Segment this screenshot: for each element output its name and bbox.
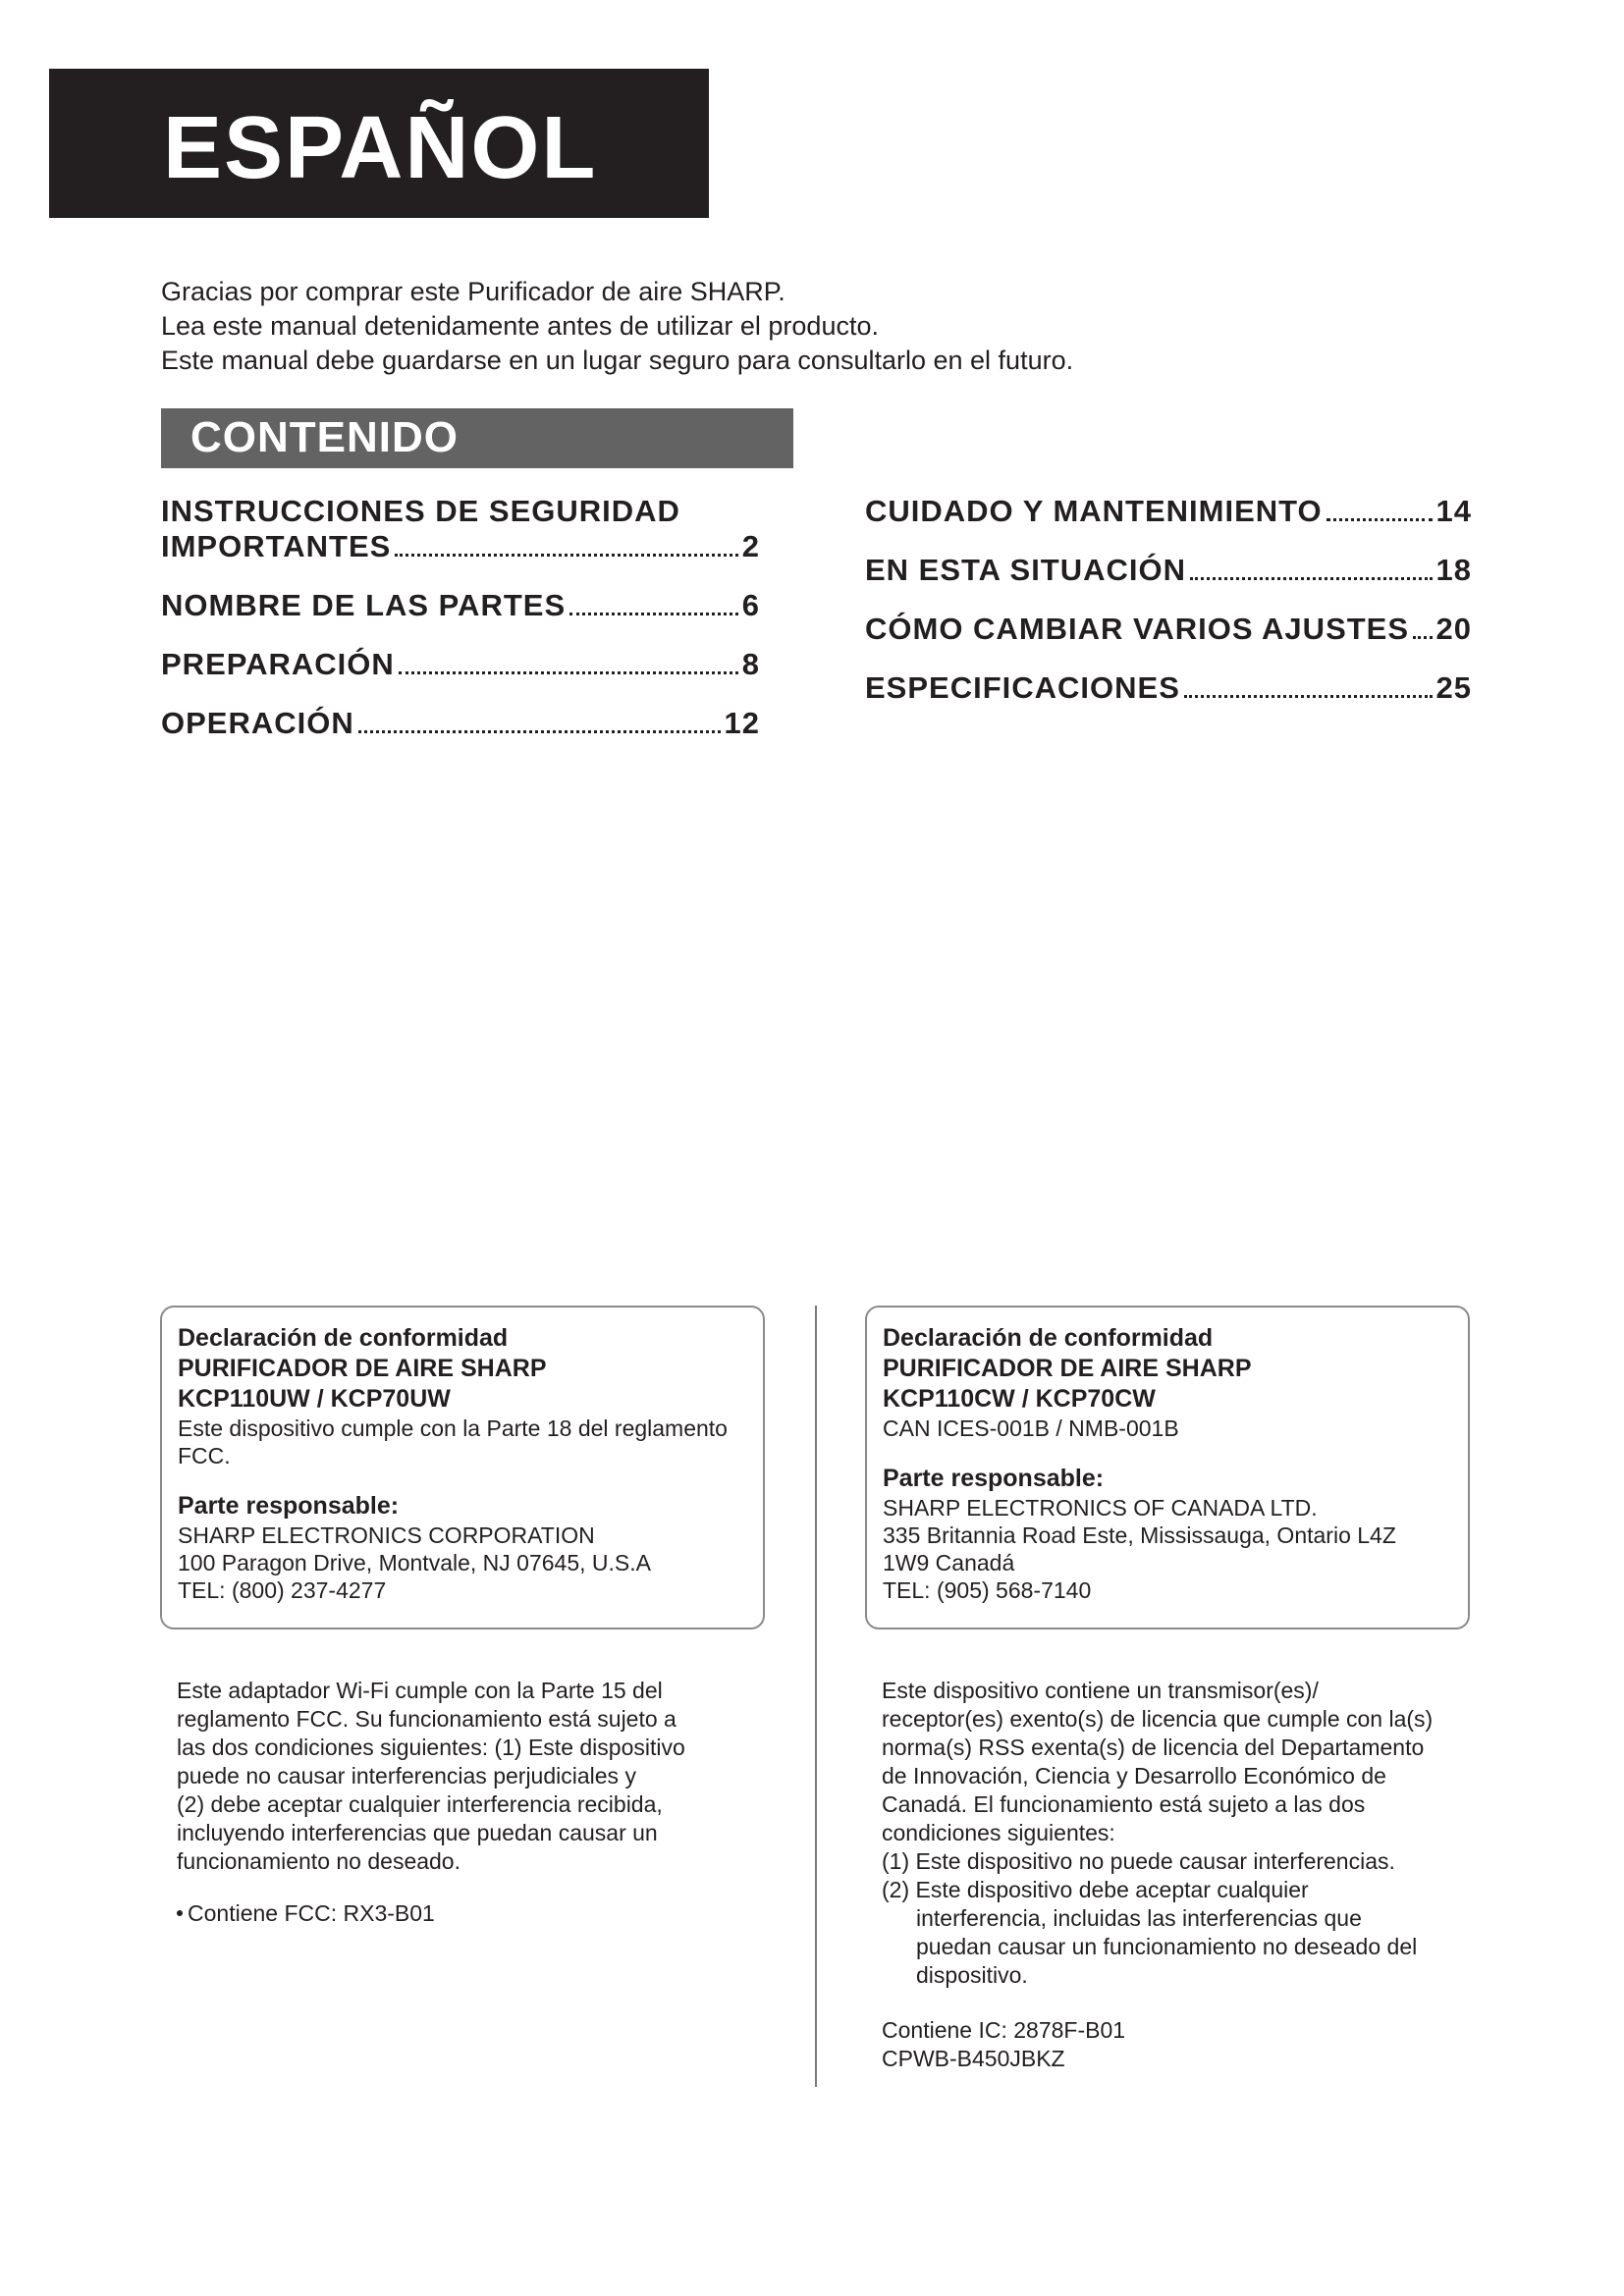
notice-line: puedan causar un funcionamiento no deseado del xyxy=(916,1934,1418,1959)
fcc-id-item xyxy=(177,1899,746,1928)
toc-page-number: 2 xyxy=(741,529,760,563)
notice-line: (2) debe aceptar cualquier interferencia recibida, xyxy=(177,1791,663,1817)
us-conformity-box xyxy=(160,1306,765,1629)
toc-entry[interactable] xyxy=(161,647,760,682)
toc-entry[interactable] xyxy=(161,588,760,623)
intro-line: Lea este manual detenidamente antes de utilizar el producto. xyxy=(161,311,879,341)
notice-line: Canadá. El funcionamiento está sujeto a las dos xyxy=(882,1791,1366,1817)
notice-line: Este dispositivo contiene un transmisor(es)/ xyxy=(882,1678,1319,1703)
fcc-notice xyxy=(177,1677,746,1928)
toc-entry-label: IMPORTANTES xyxy=(161,529,392,563)
toc-entry[interactable] xyxy=(865,670,1472,706)
toc-left-column xyxy=(161,494,760,765)
toc-entry-label: OPERACIÓN xyxy=(161,706,354,740)
toc-page-number: 25 xyxy=(1435,670,1472,705)
notice-line: de Innovación, Ciencia y Desarrollo Económico de xyxy=(882,1763,1386,1789)
intro-line: Este manual debe guardarse en un lugar seguro para consultarlo en el futuro. xyxy=(161,346,1074,375)
toc-page-number: 14 xyxy=(1435,494,1472,528)
toc-entry[interactable] xyxy=(865,553,1472,588)
language-banner xyxy=(49,69,709,218)
toc-entry-label-line1: INSTRUCCIONES DE SEGURIDAD xyxy=(161,494,680,528)
notice-line: interferencia, incluidas las interferencias que xyxy=(916,1905,1362,1931)
toc-dot-leader xyxy=(395,554,737,557)
box-product: PURIFICADOR DE AIRE SHARP xyxy=(178,1355,547,1382)
company-phone: TEL: (905) 568-7140 xyxy=(883,1577,1092,1603)
toc-entry[interactable] xyxy=(161,494,760,564)
notice-line: dispositivo. xyxy=(916,1962,1028,1988)
box-compliance: FCC. xyxy=(178,1443,231,1468)
ic-notice xyxy=(882,1677,1471,2073)
toc-dot-leader xyxy=(399,671,738,674)
notice-line: incluyendo interferencias que puedan causar un xyxy=(177,1820,658,1845)
language-banner-text: ESPAÑOL xyxy=(163,99,598,197)
company-address: 1W9 Canadá xyxy=(883,1550,1015,1575)
company-address: 335 Britannia Road Este, Mississauga, Ontario L4Z xyxy=(883,1522,1396,1548)
contents-title: CONTENIDO xyxy=(190,413,459,461)
toc-page-number: 6 xyxy=(741,588,760,622)
toc-dot-leader xyxy=(358,730,721,733)
company-name: SHARP ELECTRONICS OF CANADA LTD. xyxy=(883,1495,1318,1521)
notice-line: receptor(es) exento(s) de licencia que cumple con la(s) xyxy=(882,1706,1434,1732)
box-title: Declaración de conformidad xyxy=(883,1324,1214,1352)
intro-text xyxy=(161,275,1241,378)
toc-page-number: 12 xyxy=(724,706,760,740)
toc-entry[interactable] xyxy=(865,612,1472,647)
company-address: 100 Paragon Drive, Montvale, NJ 07645, U.S.A xyxy=(178,1550,651,1575)
notice-line: (2) Este dispositivo debe aceptar cualquier xyxy=(882,1877,1309,1902)
ic-id: Contiene IC: 2878F-B01 xyxy=(882,2017,1126,2043)
box-models: KCP110UW / KCP70UW xyxy=(178,1385,451,1413)
toc-entry[interactable] xyxy=(865,494,1472,529)
company-name: SHARP ELECTRONICS CORPORATION xyxy=(178,1522,595,1548)
toc-dot-leader xyxy=(1190,577,1433,580)
responsible-party-label: Parte responsable: xyxy=(178,1492,400,1520)
toc-entry-label: CÓMO CAMBIAR VARIOS AJUSTES xyxy=(865,612,1410,646)
document-code: CPWB-B450JBKZ xyxy=(882,2046,1065,2071)
toc-dot-leader xyxy=(1413,636,1432,639)
canada-conformity-box xyxy=(865,1306,1470,1629)
toc-page-number: 8 xyxy=(741,647,760,681)
contents-heading xyxy=(161,408,793,468)
notice-line: norma(s) RSS exenta(s) de licencia del Departamento xyxy=(882,1735,1425,1760)
toc-dot-leader xyxy=(569,613,738,615)
fcc-id: Contiene FCC: RX3-B01 xyxy=(188,1900,435,1926)
toc-entry-label: EN ESTA SITUACIÓN xyxy=(865,553,1187,587)
toc-entry-label: PREPARACIÓN xyxy=(161,647,395,681)
notice-line: funcionamiento no deseado. xyxy=(177,1848,460,1874)
box-models: KCP110CW / KCP70CW xyxy=(883,1385,1156,1413)
toc-entry-label: ESPECIFICACIONES xyxy=(865,670,1180,705)
notice-line: Este adaptador Wi-Fi cumple con la Parte 15 del xyxy=(177,1678,663,1703)
notice-line: las dos condiciones siguientes: (1) Este dispositivo xyxy=(177,1735,685,1760)
toc-dot-leader xyxy=(1184,695,1433,698)
notice-line: puede no causar interferencias perjudiciales y xyxy=(177,1763,636,1789)
toc-entry[interactable] xyxy=(161,706,760,741)
box-product: PURIFICADOR DE AIRE SHARP xyxy=(883,1355,1252,1382)
toc-entry-label: NOMBRE DE LAS PARTES xyxy=(161,588,567,622)
notice-line: condiciones siguientes: xyxy=(882,1820,1115,1845)
toc-page-number: 18 xyxy=(1435,553,1472,587)
column-divider xyxy=(815,1306,817,2087)
intro-line: Gracias por comprar este Purificador de aire SHARP. xyxy=(161,277,785,306)
company-phone: TEL: (800) 237-4277 xyxy=(178,1577,387,1603)
bullet-icon xyxy=(177,1910,183,1916)
notice-line: (1) Este dispositivo no puede causar interferencias. xyxy=(882,1848,1395,1874)
box-title: Declaración de conformidad xyxy=(178,1324,509,1352)
responsible-party-label: Parte responsable: xyxy=(883,1465,1105,1492)
toc-page-number: 20 xyxy=(1435,612,1472,646)
box-compliance: CAN ICES-001B / NMB-001B xyxy=(883,1415,1179,1441)
toc-entry-label: CUIDADO Y MANTENIMIENTO xyxy=(865,494,1323,528)
box-compliance: Este dispositivo cumple con la Parte 18 del reglamento xyxy=(178,1415,728,1441)
toc-right-column xyxy=(865,494,1472,729)
notice-line: reglamento FCC. Su funcionamiento está sujeto a xyxy=(177,1706,677,1732)
toc-dot-leader xyxy=(1326,518,1433,521)
